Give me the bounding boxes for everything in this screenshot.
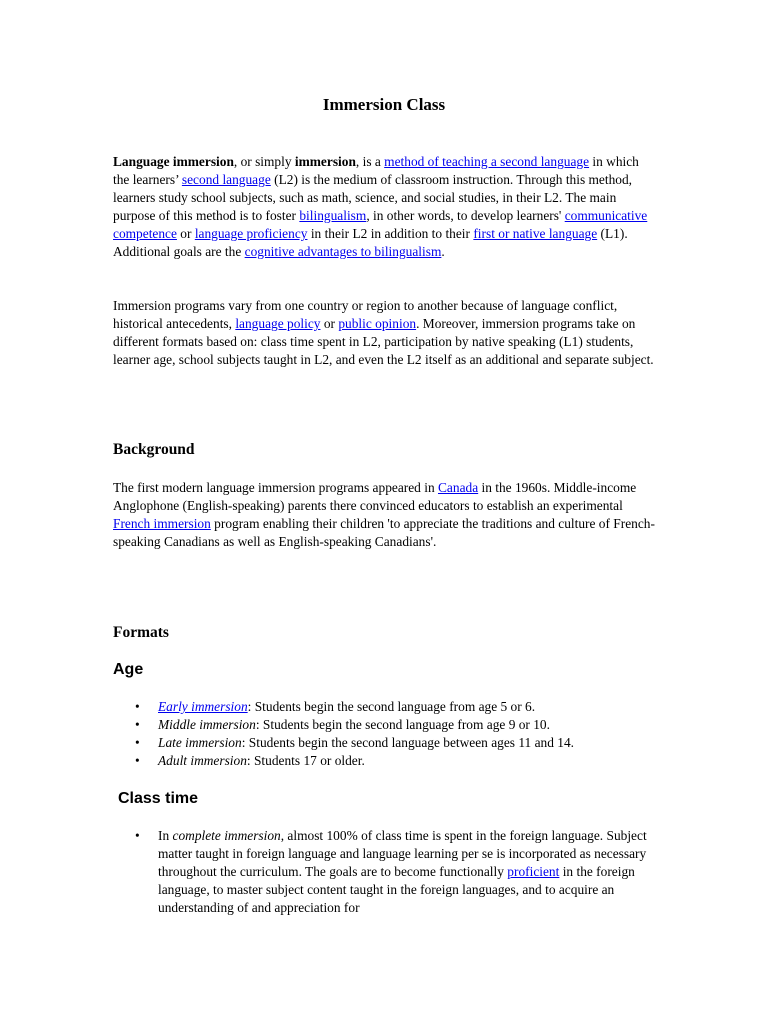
list-item xyxy=(113,734,658,752)
list-item-text: : Students begin the second language from age 5 or 6. xyxy=(247,699,536,714)
adult-immersion-term: Adult immersion xyxy=(158,753,247,768)
text-run: in the 1960s. Middle-income Anglophone (English-speaking) parents there convinced educators to establish an experimental xyxy=(113,480,637,513)
link-bilingualism[interactable]: bilingualism xyxy=(299,208,367,223)
bullet-icon: • xyxy=(135,735,140,750)
late-immersion-term: Late immersion xyxy=(158,735,242,750)
heading-formats: Formats xyxy=(113,624,169,641)
programs-paragraph xyxy=(113,297,658,369)
list-item xyxy=(113,827,658,917)
link-public-opinion[interactable]: public opinion xyxy=(338,316,417,331)
link-first-or-native-language[interactable]: first or native language xyxy=(473,226,598,241)
text-run: In xyxy=(158,828,173,843)
list-item-text: : Students 17 or older. xyxy=(246,753,365,768)
list-item xyxy=(113,698,658,716)
list-item xyxy=(113,752,658,770)
text-run: program enabling their children 'to appreciate the traditions and culture of French-speaking Canadians as well as English-speaking Canadians'. xyxy=(113,516,655,549)
text-run: , almost 100% of class time is spent in the foreign language. Subject matter taught in foreign language and language learning per se is incorporated as necessary throughout the curriculum. The goals are to become functionally xyxy=(158,828,647,879)
middle-immersion-term: Middle immersion xyxy=(158,717,256,732)
intro-paragraph xyxy=(113,153,658,261)
list-item-text: : Students begin the second language between ages 11 and 14. xyxy=(241,735,575,750)
text-run: in which the learners’ xyxy=(113,154,639,187)
background-paragraph xyxy=(113,479,658,551)
list-item-text: : Students begin the second language from age 9 or 10. xyxy=(255,717,550,732)
term-language-immersion: Language immersion xyxy=(113,154,234,169)
page-title: Immersion Class xyxy=(322,95,446,114)
link-canada[interactable]: Canada xyxy=(438,480,479,495)
bullet-icon: • xyxy=(135,828,140,843)
text-run: (L1). Additional goals are the xyxy=(113,226,628,259)
term-immersion: immersion xyxy=(294,154,356,169)
link-method-of-teaching[interactable]: method of teaching a second language xyxy=(384,154,590,169)
text-run: , or simply xyxy=(233,154,295,169)
age-list xyxy=(113,698,658,770)
link-early-immersion[interactable] xyxy=(158,699,248,714)
text-run: , is a xyxy=(355,154,385,169)
link-second-language[interactable]: second language xyxy=(181,172,271,187)
bullet-icon: • xyxy=(135,753,140,768)
heading-background: Background xyxy=(113,441,195,458)
link-language-policy[interactable]: language policy xyxy=(235,316,321,331)
text-run: or xyxy=(320,316,339,331)
link-french-immersion[interactable]: French immersion xyxy=(113,516,211,531)
bullet-icon: • xyxy=(135,717,140,732)
link-proficient[interactable]: proficient xyxy=(507,864,560,879)
text-run: in their L2 in addition to their xyxy=(307,226,474,241)
link-language-proficiency[interactable]: language proficiency xyxy=(194,226,308,241)
text-run: Immersion programs vary from one country or region to another because of language conflict, historical antecedents, xyxy=(113,298,618,331)
link-cognitive-advantages[interactable]: cognitive advantages to bilingualism xyxy=(244,244,442,259)
list-item xyxy=(113,716,658,734)
class-time-list xyxy=(113,827,658,917)
text-run: The first modern language immersion programs appeared in xyxy=(113,480,438,495)
text-run: , in other words, to develop learners' xyxy=(366,208,565,223)
complete-immersion-term: complete immersion xyxy=(172,828,281,843)
text-run: . Moreover, immersion programs take on different formats based on: class time spent in L2, participation by native speaking (L1) students, learner age, school subjects taught in L2, and even the L2 itself as an additional and separate subject. xyxy=(113,316,654,367)
heading-class-time: Class time xyxy=(118,790,199,807)
text-run: in the foreign language, to master subject content taught in the foreign languages, and to acquire an understanding of and appreciation for xyxy=(158,864,635,915)
early-immersion-term: Early immersion xyxy=(158,699,248,714)
heading-age: Age xyxy=(113,661,144,678)
text-run: (L2) is the medium of classroom instruction. Through this method, learners study school subjects, such as math, science, and social studies, in their L2. The main purpose of this method is to foster xyxy=(113,172,633,223)
text-run: . xyxy=(441,244,445,259)
text-run: or xyxy=(176,226,195,241)
bullet-icon: • xyxy=(135,699,140,714)
link-communicative-competence[interactable]: communicative competence xyxy=(113,208,648,241)
